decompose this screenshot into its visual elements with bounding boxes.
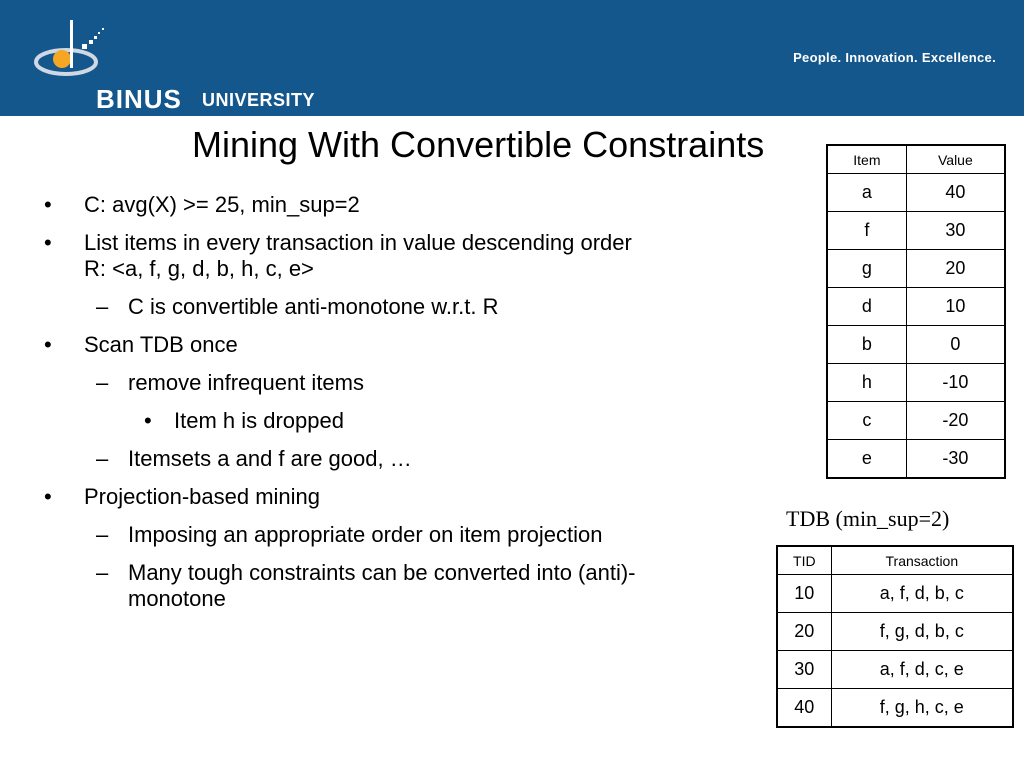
bullet-text: Projection-based mining: [84, 484, 321, 509]
bullet-item: [40, 230, 780, 282]
header-banner: [0, 0, 1024, 116]
item-row: [827, 326, 1005, 364]
bullet-item: [40, 408, 780, 434]
table-cell: c: [827, 402, 906, 440]
table-cell: f, g, d, b, c: [831, 613, 1013, 651]
item-row: [827, 212, 1005, 250]
item-value-table: [826, 144, 1006, 479]
bullet-mark: –: [96, 560, 109, 585]
bullet-item: [40, 294, 780, 320]
table-cell: -30: [906, 440, 1005, 479]
bullet-text: List items in every transaction in value descending order: [84, 230, 632, 255]
table-cell: 20: [777, 613, 831, 651]
table-cell: b: [827, 326, 906, 364]
bullet-mark: •: [44, 484, 52, 509]
bullet-mark: •: [44, 192, 52, 217]
bullet-text: Scan TDB once: [84, 332, 238, 357]
bullet-text: Itemsets a and f are good, …: [128, 446, 412, 471]
bullet-text: R: <a, f, g, d, b, h, c, e>: [84, 256, 314, 281]
bullet-mark: •: [44, 230, 52, 255]
table-cell: 10: [906, 288, 1005, 326]
bullet-item: [40, 370, 780, 396]
bullet-text: Imposing an appropriate order on item projection: [128, 522, 603, 547]
item-row: [827, 402, 1005, 440]
tdb-caption: TDB (min_sup=2): [786, 506, 950, 531]
bullet-mark: –: [96, 446, 109, 471]
bullet-text: Item h is dropped: [174, 408, 344, 433]
table-cell: 40: [777, 689, 831, 728]
tdb-table-header-row: [777, 546, 1013, 575]
item-row: [827, 174, 1005, 212]
transaction-row: [777, 651, 1013, 689]
logo-brand-text: BINUS: [96, 84, 182, 114]
bullet-item: [40, 192, 780, 218]
bullet-text: C is convertible anti-monotone w.r.t. R: [128, 294, 499, 319]
table-cell: 30: [777, 651, 831, 689]
table-cell: 30: [906, 212, 1005, 250]
bullet-item: [40, 522, 780, 548]
logo-suffix-text: UNIVERSITY: [202, 90, 316, 110]
bullet-mark: •: [44, 332, 52, 357]
bullet-item: [40, 484, 780, 510]
transaction-row: [777, 689, 1013, 728]
table-cell: h: [827, 364, 906, 402]
table-cell: d: [827, 288, 906, 326]
transaction-row: [777, 575, 1013, 613]
table-cell: a, f, d, b, c: [831, 575, 1013, 613]
bullet-item: [40, 446, 780, 472]
bullet-item: [40, 560, 780, 612]
bullet-text: Many tough constraints can be converted into (anti)-: [128, 560, 636, 585]
table-cell: 10: [777, 575, 831, 613]
table-header-cell: Value: [906, 145, 1005, 174]
item-table-header-row: [827, 145, 1005, 174]
tdb-table: [776, 545, 1014, 728]
transaction-row: [777, 613, 1013, 651]
binus-logo: [28, 18, 316, 114]
table-cell: 40: [906, 174, 1005, 212]
table-cell: a: [827, 174, 906, 212]
slide-title: Mining With Convertible Constraints: [192, 124, 765, 165]
bullet-text: remove infrequent items: [128, 370, 364, 395]
table-cell: e: [827, 440, 906, 479]
item-row: [827, 288, 1005, 326]
bullet-mark: –: [96, 294, 109, 319]
bullet-mark: •: [144, 408, 152, 433]
table-cell: -20: [906, 402, 1005, 440]
table-cell: g: [827, 250, 906, 288]
table-header-cell: Transaction: [831, 546, 1013, 575]
table-cell: 20: [906, 250, 1005, 288]
table-header-cell: TID: [777, 546, 831, 575]
table-cell: 0: [906, 326, 1005, 364]
table-cell: f: [827, 212, 906, 250]
item-row: [827, 364, 1005, 402]
bullet-mark: –: [96, 370, 109, 395]
bullet-list: [40, 192, 780, 624]
table-cell: f, g, h, c, e: [831, 689, 1013, 728]
item-row: [827, 250, 1005, 288]
bullet-text: C: avg(X) >= 25, min_sup=2: [84, 192, 360, 217]
bullet-item: [40, 332, 780, 358]
item-row: [827, 440, 1005, 479]
bullet-mark: –: [96, 522, 109, 547]
table-cell: a, f, d, c, e: [831, 651, 1013, 689]
table-header-cell: Item: [827, 145, 906, 174]
tagline: People. Innovation. Excellence.: [793, 50, 996, 65]
bullet-text: monotone: [128, 586, 226, 611]
table-cell: -10: [906, 364, 1005, 402]
